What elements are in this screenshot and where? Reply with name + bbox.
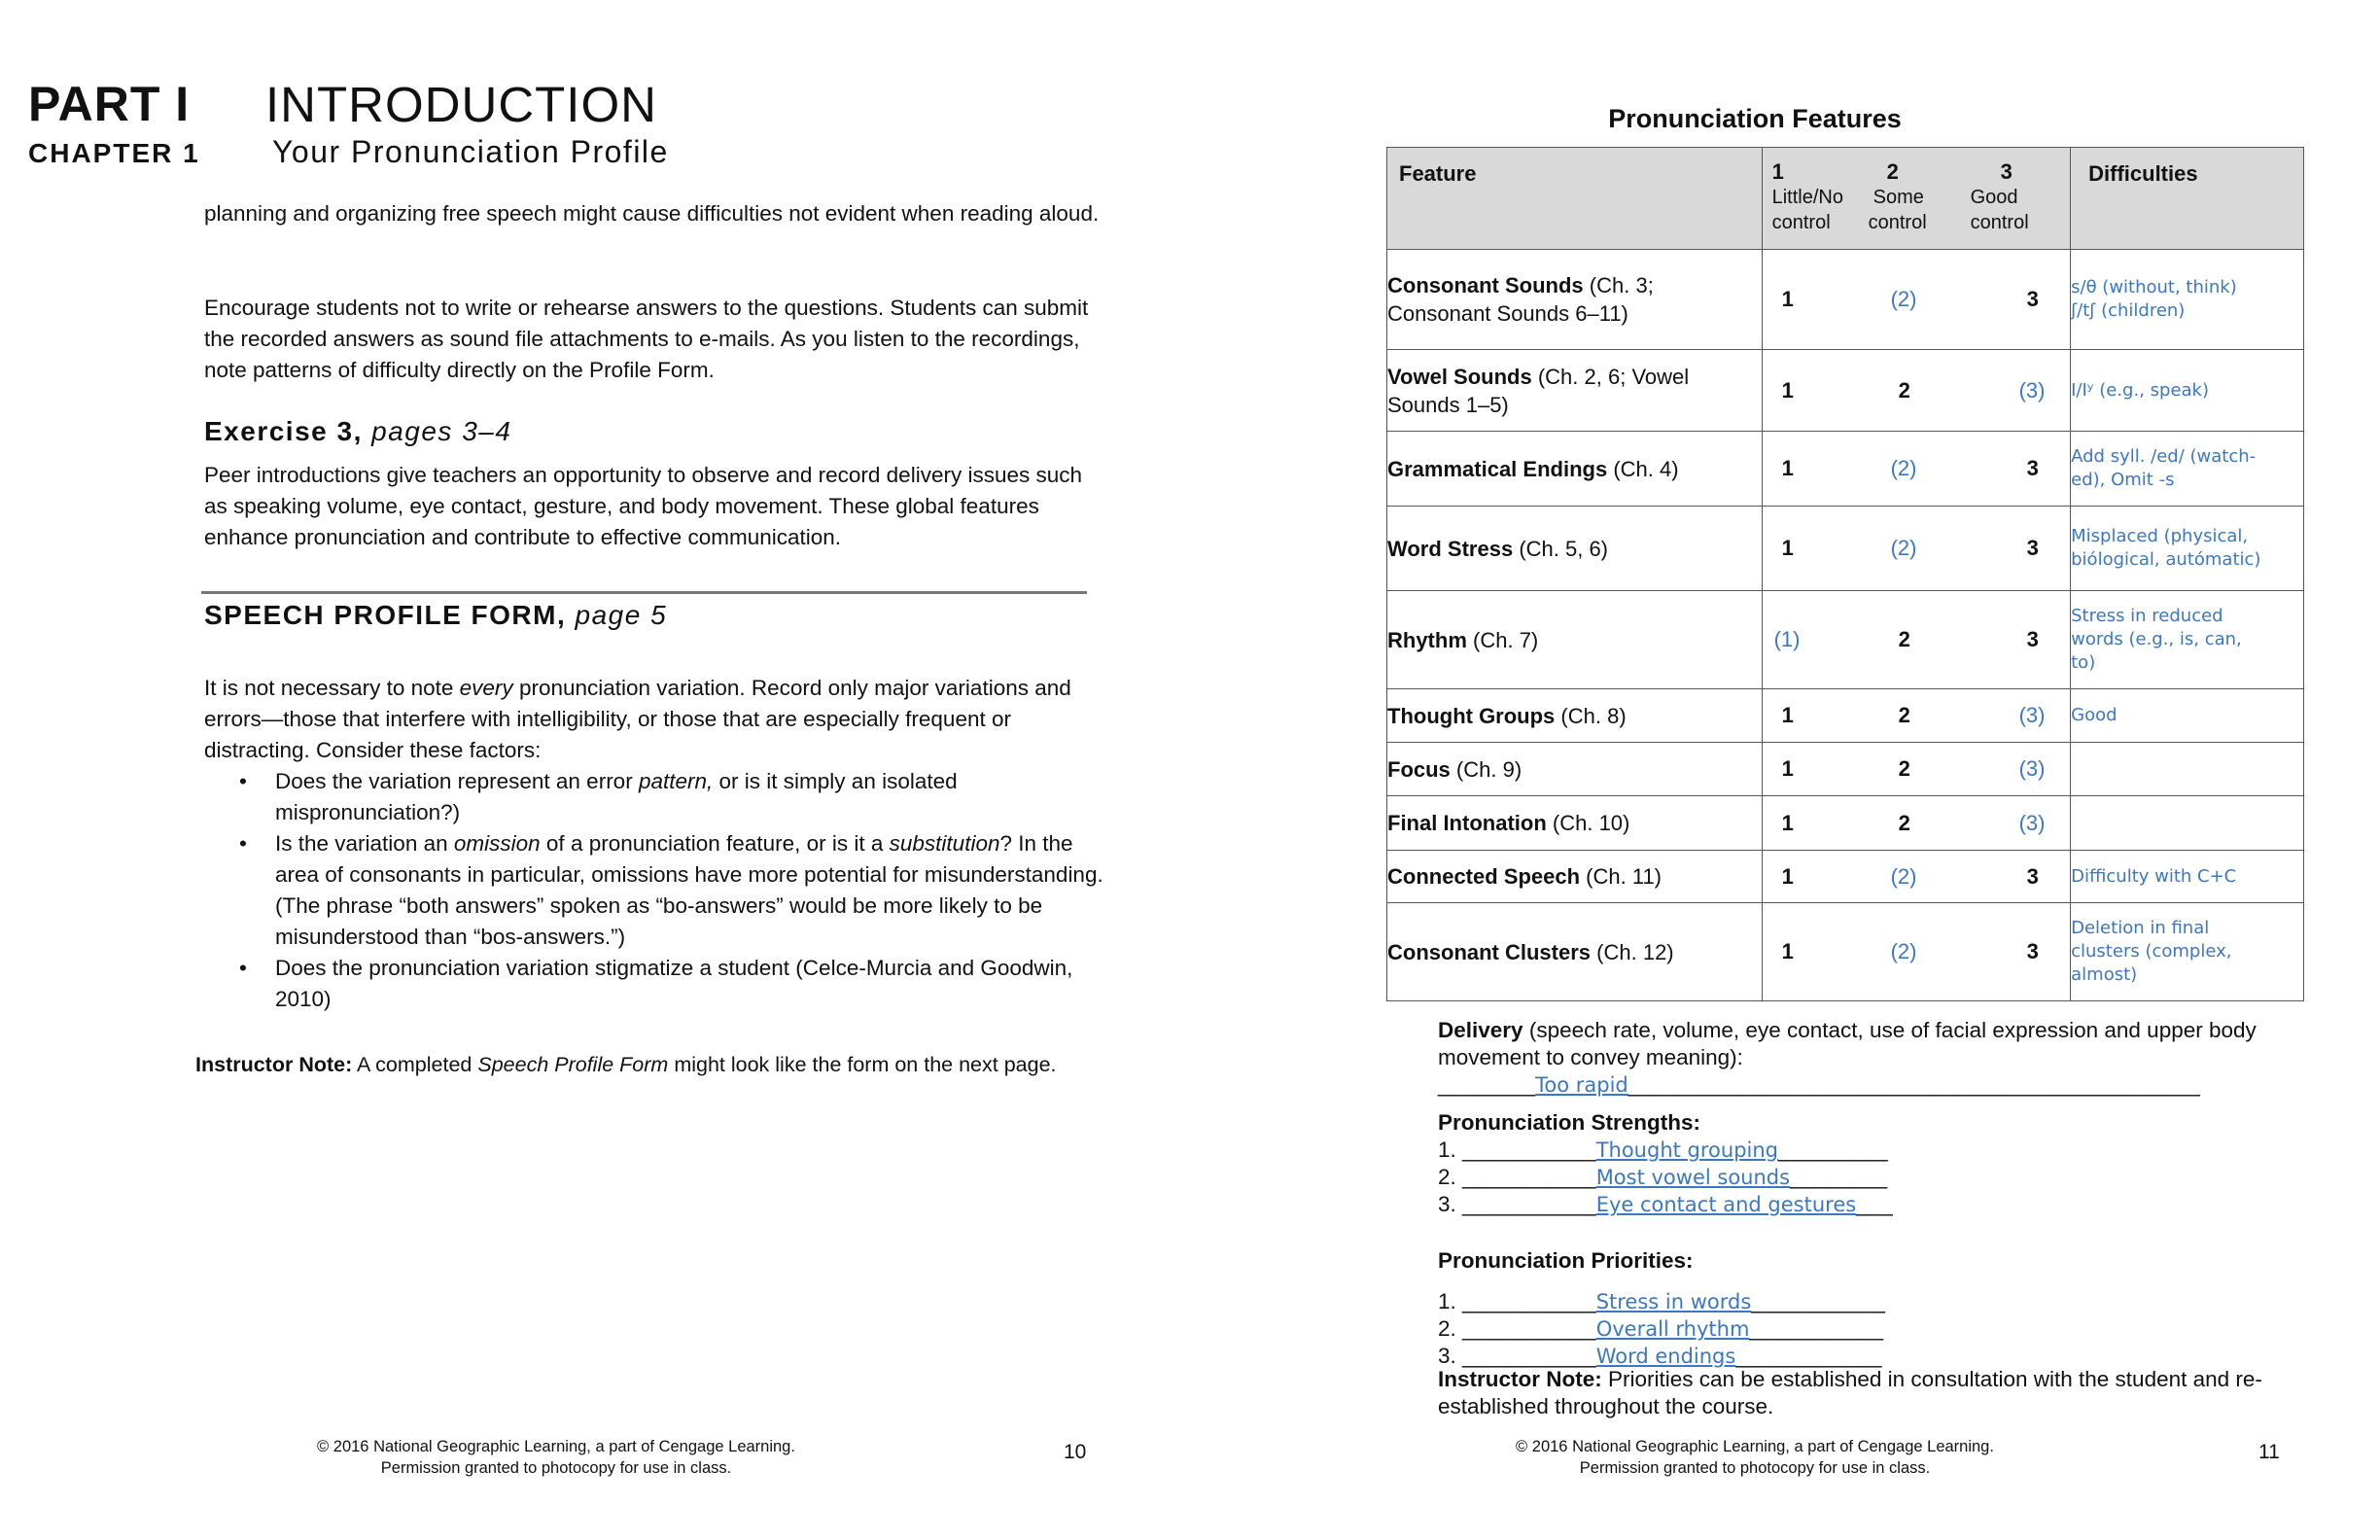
table-row	[1387, 250, 2304, 350]
selected-score: (2)	[1890, 536, 1917, 560]
difficulty-note: words (e.g., is, can,	[2071, 629, 2242, 649]
difficulties-cell	[2071, 851, 2304, 903]
feature-ref: (Ch. 4)	[1613, 456, 1679, 481]
selected-score: (2)	[1890, 939, 1917, 963]
feature-ref: (Ch. 3; Consonant Sounds 6–11)	[1387, 273, 1654, 326]
delivery-label: Delivery	[1438, 1018, 1523, 1042]
selected-score: (3)	[2018, 377, 2046, 402]
difficulties-cell	[2071, 350, 2304, 432]
section-divider	[201, 591, 1087, 594]
pronunciation-features-table	[1386, 147, 2304, 1001]
p4-a: It is not necessary to note	[204, 676, 454, 700]
item-value: Most vowel sounds	[1595, 1166, 1791, 1189]
footer-line-2: Permission granted to photocopy for use in class.	[380, 1459, 732, 1477]
difficulty-note: ed), Omit -s	[2071, 470, 2175, 490]
feature-name: Final Intonation	[1387, 811, 1547, 835]
footer-line-2: Permission granted to photocopy for use in class.	[1579, 1459, 1931, 1477]
priorities-section	[1438, 1247, 1885, 1370]
table-row	[1387, 743, 2304, 796]
item-blank: ___________	[1751, 1289, 1885, 1313]
bullet-1-em: pattern,	[638, 769, 714, 793]
difficulty-note: Add syll. /ed/ (watch-	[2071, 446, 2257, 467]
scale-1-number: 1	[1771, 159, 1784, 184]
item-value: Eye contact and gestures	[1595, 1193, 1857, 1216]
header-feature: Feature	[1387, 148, 1763, 250]
score-option: 3	[2026, 939, 2039, 963]
difficulty-note: biólogical, autómatic)	[2071, 549, 2261, 570]
difficulties-cell	[2071, 432, 2304, 507]
item-number: 2.	[1438, 1316, 1456, 1341]
item-blank: ___________	[1462, 1165, 1596, 1189]
score-cell	[1762, 350, 2071, 432]
feature-cell	[1387, 689, 1763, 743]
table-row	[1387, 432, 2304, 507]
feature-cell	[1387, 432, 1763, 507]
selected-score: (1)	[1773, 627, 1801, 651]
scale-3-number: 3	[2000, 159, 2012, 184]
table-header-row	[1387, 148, 2304, 250]
table-row	[1387, 350, 2304, 432]
footer-copyright-right	[1463, 1436, 2047, 1479]
score-cell	[1762, 591, 2071, 689]
p4-em: every	[459, 676, 513, 700]
difficulty-note: Stress in reduced	[2071, 606, 2223, 626]
footer-copyright-left	[264, 1436, 848, 1479]
feature-name: Rhythm	[1387, 627, 1467, 652]
page-number-right: 11	[2258, 1441, 2280, 1463]
difficulty-note: s/θ (without, think)	[2071, 277, 2237, 298]
bullet-2-em2: substitution	[889, 831, 1000, 856]
selected-score: (3)	[2018, 703, 2046, 727]
scale-3-desc-a: Good	[1970, 187, 2018, 208]
item-blank: ___	[1856, 1192, 1893, 1216]
instructor-note-em: Speech Profile Form	[477, 1053, 669, 1076]
selected-score: (3)	[2018, 810, 2046, 835]
scale-1-desc-b: control	[1771, 212, 1831, 233]
feature-cell	[1387, 591, 1763, 689]
part-label: PART I	[28, 77, 191, 131]
selected-score: (3)	[2018, 756, 2046, 781]
difficulty-note: I/Iʸ (e.g., speak)	[2071, 379, 2209, 401]
item-blank: ___________	[1462, 1289, 1596, 1313]
difficulties-cell	[2071, 903, 2304, 1001]
instructor-note-right-text: Priorities can be established in consultation with the student and re-established throughout the course.	[1438, 1367, 2262, 1418]
item-number: 2.	[1438, 1165, 1456, 1189]
paragraph-planning: planning and organizing free speech might cause difficulties not evident when reading aloud.	[204, 201, 1100, 226]
list-item	[1438, 1137, 1893, 1164]
score-option: 1	[1781, 456, 1794, 480]
delivery-answer	[1438, 1071, 2200, 1099]
delivery-value: Too rapid	[1535, 1073, 1628, 1097]
feature-ref: (Ch. 11)	[1586, 864, 1662, 889]
difficulties-cell	[2071, 689, 2304, 743]
table-title: Pronunciation Features	[1608, 104, 1902, 133]
table-row	[1387, 689, 2304, 743]
instructor-note-label: Instructor Note:	[195, 1053, 353, 1076]
chapter-label: CHAPTER 1	[28, 138, 200, 168]
feature-cell	[1387, 796, 1763, 851]
priorities-label: Pronunciation Priorities:	[1438, 1248, 1694, 1273]
instructor-note-right	[1438, 1366, 2323, 1420]
scale-2-desc-a: Some	[1872, 187, 1924, 208]
feature-ref: (Ch. 12)	[1596, 939, 1674, 964]
exercise-3-pages: pages 3–4	[371, 416, 512, 446]
item-blank: ___________	[1749, 1316, 1884, 1341]
item-blank: _________	[1778, 1138, 1888, 1162]
scale-1-desc-a: Little/No	[1771, 187, 1843, 208]
header-scale	[1762, 148, 2071, 250]
item-number: 1.	[1438, 1289, 1456, 1313]
feature-name: Focus	[1387, 756, 1451, 782]
feature-cell	[1387, 507, 1763, 591]
spf-page: page 5	[575, 600, 668, 630]
feature-name: Grammatical Endings	[1387, 456, 1608, 481]
score-cell	[1762, 689, 2071, 743]
table-row	[1387, 591, 2304, 689]
score-cell	[1762, 250, 2071, 350]
score-option: 2	[1898, 756, 1910, 781]
list-item	[204, 953, 1111, 1015]
table-row	[1387, 851, 2304, 903]
speech-profile-form-heading	[204, 600, 667, 631]
feature-ref: (Ch. 9)	[1455, 756, 1522, 782]
item-number: 1.	[1438, 1138, 1456, 1162]
feature-name: Word Stress	[1387, 536, 1514, 561]
difficulty-note: Difficulty with C+C	[2071, 865, 2237, 887]
scale-2-number: 2	[1886, 159, 1899, 184]
score-option: 3	[2026, 627, 2039, 651]
list-item	[1438, 1191, 1893, 1218]
spf-title: SPEECH PROFILE FORM,	[204, 600, 567, 630]
exercise-3-title: Exercise 3,	[204, 416, 363, 446]
bullet-2-a: Is the variation an	[275, 831, 448, 856]
difficulties-cell	[2071, 250, 2304, 350]
feature-ref: (Ch. 2, 6; Vowel Sounds 1–5)	[1387, 364, 1690, 417]
table-row	[1387, 796, 2304, 851]
list-item	[1438, 1315, 1885, 1343]
feature-name: Thought Groups	[1387, 703, 1556, 728]
difficulty-note: to)	[2071, 652, 2096, 673]
item-blank: ___________	[1462, 1192, 1596, 1216]
list-item	[1438, 1288, 1885, 1315]
difficulty-note: Misplaced (physical,	[2071, 526, 2249, 546]
delivery-prefix: ________	[1438, 1072, 1536, 1097]
bullet-2-c: ? In the area of consonants in particular, omissions have more potential for misunderstanding. (The phrase “both answers” spoken as “bo-answers” would be more likely to be misunderstood than “bos-answers.”)	[275, 831, 1103, 949]
feature-name: Connected Speech	[1387, 864, 1581, 889]
item-blank: ___________	[1462, 1344, 1596, 1368]
score-option: 1	[1781, 810, 1794, 835]
feature-ref: (Ch. 5, 6)	[1519, 536, 1609, 561]
strengths-section	[1438, 1109, 1893, 1218]
paragraph-encourage: Encourage students not to write or rehearse answers to the questions. Students can submit the recorded answers as sound file attachments to e-mails. As you listen to the recordings, note patterns of difficulty directly on the Profile Form.	[204, 296, 1089, 382]
score-option: 2	[1898, 810, 1910, 835]
instructor-note-left	[195, 1053, 1057, 1077]
item-value: Overall rhythm	[1595, 1317, 1750, 1341]
delivery-suffix: _______________________________________________	[1628, 1072, 2200, 1097]
chapter-title: Your Pronunciation Profile	[272, 134, 669, 169]
item-blank: ___________	[1462, 1138, 1596, 1162]
bullet-2-em1: omission	[453, 831, 541, 856]
difficulty-note: clusters (complex,	[2071, 941, 2232, 962]
feature-ref: (Ch. 8)	[1560, 703, 1627, 728]
instructor-note-a: A completed	[357, 1053, 472, 1076]
feature-cell	[1387, 743, 1763, 796]
item-blank: ____________	[1735, 1344, 1882, 1368]
feature-ref: (Ch. 10)	[1552, 811, 1630, 835]
feature-name: Consonant Clusters	[1387, 939, 1592, 964]
factors-list	[204, 766, 1111, 1015]
footer-line-1: © 2016 National Geographic Learning, a part of Cengage Learning.	[317, 1438, 795, 1455]
score-option: 1	[1781, 536, 1794, 560]
selected-score: (2)	[1890, 863, 1917, 889]
difficulty-note: ʃ/tʃ (children)	[2071, 300, 2186, 321]
score-option: 2	[1898, 627, 1910, 651]
item-blank: ___________	[1462, 1316, 1596, 1341]
score-option: 3	[2026, 536, 2039, 560]
feature-name: Vowel Sounds	[1387, 364, 1532, 389]
difficulty-note: Deletion in final	[2071, 918, 2210, 938]
strengths-label: Pronunciation Strengths:	[1438, 1110, 1700, 1135]
score-option: 1	[1781, 756, 1794, 781]
delivery-desc: (speech rate, volume, eye contact, use of facial expression and upper body movement to convey meaning):	[1438, 1018, 2257, 1069]
score-cell	[1762, 507, 2071, 591]
item-value: Stress in words	[1595, 1290, 1752, 1313]
paragraph-peer-introductions: Peer introductions give teachers an opportunity to observe and record delivery issues such as speaking volume, eye contact, gesture, and body movement. These global features enhance pronunciation and contribute to effective communication.	[204, 463, 1082, 549]
p4-b: pronunciation variation. Record only major variations and errors—those that interfere with intelligibility, or those that are especially frequent or distracting. Consider these factors:	[204, 676, 1071, 762]
page-number-left: 10	[1064, 1441, 1087, 1463]
score-cell	[1762, 796, 2071, 851]
delivery-section	[1438, 1017, 2313, 1071]
bullet-1-a: Does the variation represent an error	[275, 769, 633, 793]
scale-2-desc-b: control	[1868, 212, 1927, 233]
difficulties-cell	[2071, 796, 2304, 851]
paragraph-not-necessary	[204, 673, 1108, 766]
instructor-note-b: might look like the form on the next page.	[674, 1053, 1057, 1076]
exercise-3-heading	[204, 416, 511, 447]
score-cell	[1762, 432, 2071, 507]
score-option: 3	[2026, 287, 2039, 311]
score-option: 1	[1781, 377, 1794, 402]
score-cell	[1762, 851, 2071, 903]
score-option: 1	[1781, 863, 1794, 889]
item-value: Word endings	[1595, 1345, 1736, 1368]
score-option: 2	[1898, 703, 1910, 727]
score-option: 1	[1781, 939, 1794, 963]
difficulty-note: almost)	[2071, 964, 2138, 985]
difficulties-cell	[2071, 743, 2304, 796]
header-difficulties: Difficulties	[2071, 148, 2304, 250]
item-value: Thought grouping	[1595, 1138, 1778, 1162]
feature-cell	[1387, 903, 1763, 1001]
item-blank: ________	[1790, 1165, 1888, 1189]
difficulties-cell	[2071, 507, 2304, 591]
table-row	[1387, 507, 2304, 591]
footer-line-1: © 2016 National Geographic Learning, a part of Cengage Learning.	[1516, 1438, 1994, 1455]
feature-ref: (Ch. 7)	[1473, 627, 1539, 652]
difficulty-note: Good	[2071, 705, 2118, 725]
feature-name: Consonant Sounds	[1387, 273, 1584, 298]
score-option: 3	[2026, 863, 2039, 889]
bullet-1-b: or is it simply an isolated mispronunciation?)	[275, 769, 958, 824]
item-number: 3.	[1438, 1344, 1456, 1368]
score-option: 3	[2026, 456, 2039, 480]
feature-cell	[1387, 851, 1763, 903]
part-title: INTRODUCTION	[265, 77, 657, 132]
list-item	[204, 828, 1111, 953]
score-option: 1	[1781, 287, 1794, 311]
bullet-2-b: of a pronunciation feature, or is it a	[545, 831, 884, 856]
difficulties-cell	[2071, 591, 2304, 689]
item-number: 3.	[1438, 1192, 1456, 1216]
instructor-note-right-label: Instructor Note:	[1438, 1367, 1602, 1391]
feature-cell	[1387, 250, 1763, 350]
bullet-3: Does the pronunciation variation stigmatize a student (Celce-Murcia and Goodwin, 2010)	[275, 956, 1073, 1011]
selected-score: (2)	[1890, 456, 1917, 480]
list-item	[204, 766, 1111, 828]
score-cell	[1762, 743, 2071, 796]
score-option: 2	[1898, 377, 1910, 402]
score-cell	[1762, 903, 2071, 1001]
score-option: 1	[1781, 703, 1794, 727]
feature-cell	[1387, 350, 1763, 432]
scale-3-desc-b: control	[1970, 212, 2029, 233]
list-item	[1438, 1164, 1893, 1191]
selected-score: (2)	[1890, 287, 1917, 311]
table-row	[1387, 903, 2304, 1001]
